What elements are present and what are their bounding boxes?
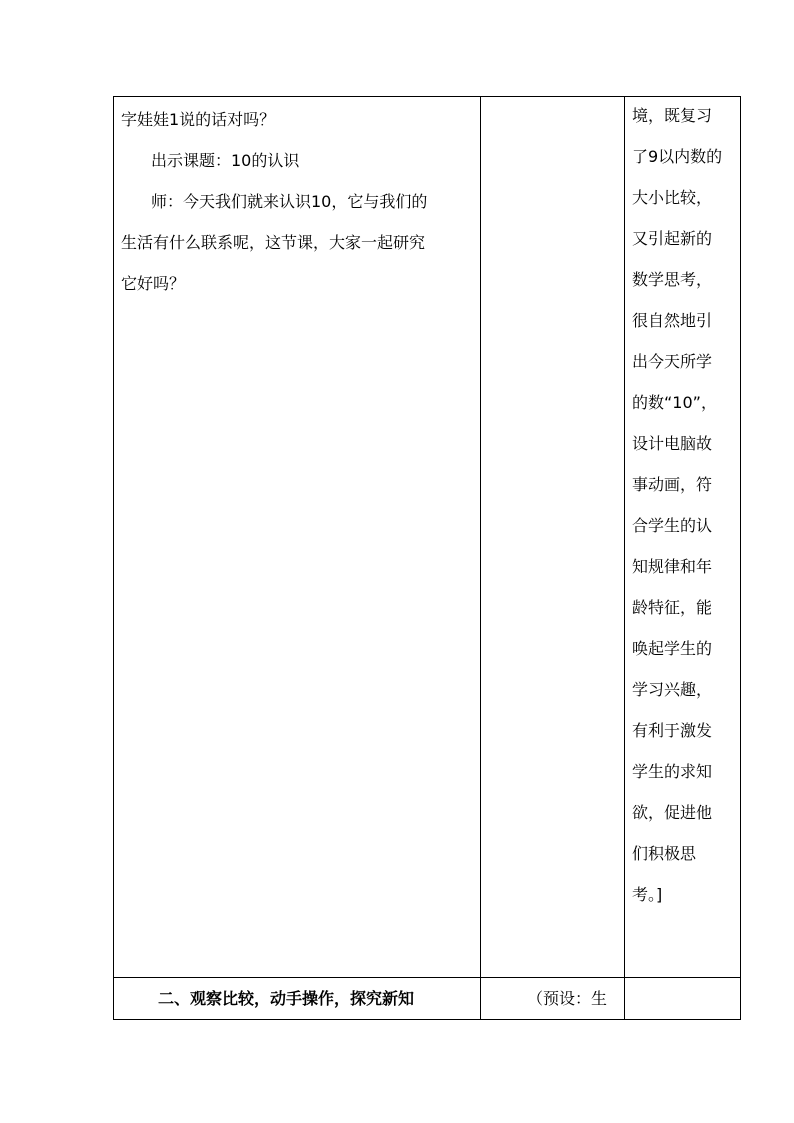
text-line: 的数“10”， (632, 393, 717, 412)
text-line: 有利于激发 (632, 721, 713, 740)
section-heading: 二、观察比较，动手操作，探究新知 (158, 989, 415, 1008)
text-line: 事动画，符 (632, 475, 713, 494)
text-line: 考。] (632, 885, 663, 904)
text-line: 学习兴趣， (632, 680, 713, 699)
text-line: 欲，促进他 (632, 803, 713, 822)
table-left-border (113, 96, 114, 1020)
column-divider-1 (480, 96, 481, 1020)
text-line: 学生的求知 (632, 762, 713, 781)
text-line: 设计电脑故 (632, 434, 713, 453)
text-line: 数学思考， (632, 270, 713, 289)
text-line: 大小比较， (632, 188, 713, 207)
text-line: 龄特征，能 (632, 598, 713, 617)
text-line: 字娃娃1说的话对吗？ (121, 110, 276, 129)
text-line: 知规律和年 (632, 557, 713, 576)
column-divider-2 (624, 96, 625, 1020)
text-line: 出示课题：10的认识 (151, 151, 300, 170)
text-line: 又引起新的 (632, 229, 713, 248)
table-right-border (740, 96, 741, 1020)
text-line: 境，既复习 (632, 106, 713, 125)
teaching-process-cell (121, 99, 477, 304)
text-line: 生活有什么联系呢，这节课，大家一起研究 (121, 233, 426, 252)
text-line: 唤起学生的 (632, 639, 713, 658)
text-line: 很自然地引 (632, 311, 713, 330)
student-preset-text: （预设：生 (527, 989, 608, 1008)
text-line: 师：今天我们就来认识10，它与我们的 (151, 192, 428, 211)
text-line: 们积极思 (632, 844, 697, 863)
design-intent-cell (632, 95, 740, 915)
text-line: 合学生的认 (632, 516, 713, 535)
text-line: 了9以内数的 (632, 147, 723, 166)
text-line: 它好吗？ (121, 274, 186, 293)
text-line: 出今天所学 (632, 352, 713, 371)
